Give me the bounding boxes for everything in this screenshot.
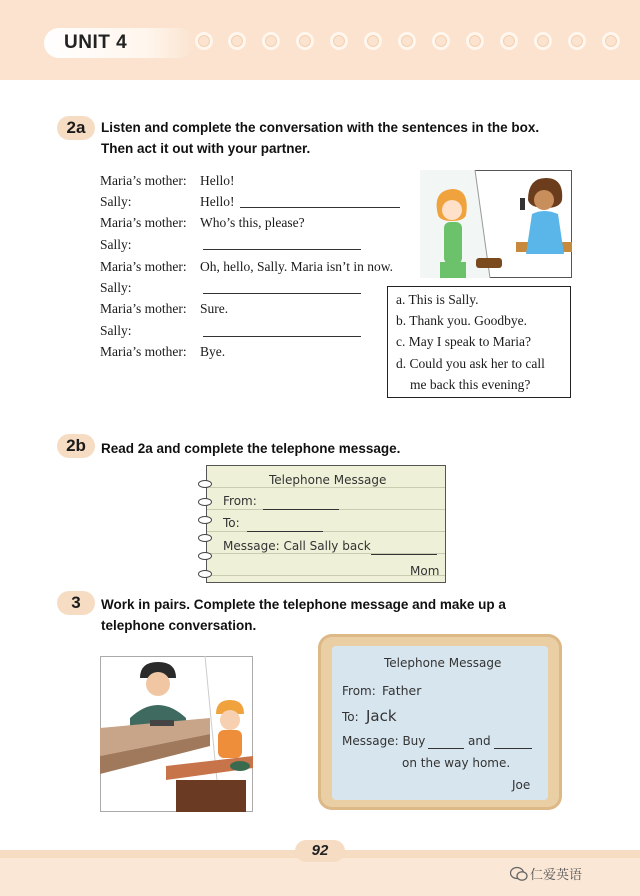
message-blank[interactable] [371,554,437,555]
signature: Joe [512,778,531,792]
section-2a-instruction-1: Listen and complete the conversation with the sentences in the box. [101,120,540,135]
from-value: Father [382,683,422,698]
note-title: Telephone Message [269,473,387,487]
line-text: Hello! [200,173,235,188]
item-blank-2[interactable] [494,748,532,749]
to-blank[interactable] [247,531,323,532]
spiral-icon [198,570,212,578]
ring-icon [432,32,450,50]
line-text: Who’s this, please? [200,215,305,230]
option-d-continued: me back this evening? [410,377,531,392]
ring-icon [195,32,213,50]
line-text: Sure. [200,301,229,316]
section-2b-badge: 2b [57,434,95,458]
speaker: Maria’s mother: [100,344,187,359]
ring-icon [364,32,382,50]
message-and: and [468,734,491,748]
speaker: Maria’s mother: [100,301,187,316]
ring-icon [602,32,620,50]
to-label: To: [223,516,240,530]
section-2b-instruction: Read 2a and complete the telephone message. [101,441,401,456]
ring-icon [296,32,314,50]
option-c: c. May I speak to Maria? [396,334,531,349]
ring-icon [228,32,246,50]
ring-icon [500,32,518,50]
signature: Mom [410,564,440,578]
answer-blank-1[interactable] [240,207,400,208]
section-3-badge: 3 [57,591,95,615]
ring-icon [398,32,416,50]
to-label: To: [342,710,359,724]
ring-icon [262,32,280,50]
speaker: Sally: [100,323,132,338]
line-text: Oh, hello, Sally. Maria isn’t in now. [200,259,393,274]
father-son-phone-illustration [100,656,253,812]
speaker: Sally: [100,280,132,295]
option-a: a. This is Sally. [396,292,479,307]
ring-icon [330,32,348,50]
options-box [387,286,571,398]
from-blank[interactable] [263,509,339,510]
line-text: Hello! [200,194,235,209]
telephone-message-note-3 [332,646,548,800]
spiral-icon [198,516,212,524]
section-3-instruction-1: Work in pairs. Complete the telephone message and make up a [101,597,506,612]
ring-icon [568,32,586,50]
speaker: Maria’s mother: [100,259,187,274]
speaker: Maria’s mother: [100,173,187,188]
unit-title: UNIT 4 [64,32,128,53]
answer-blank-2[interactable] [203,249,361,250]
item-blank-1[interactable] [428,748,464,749]
decorative-rings [195,32,635,54]
note-title: Telephone Message [384,656,502,670]
message-label: Message: Call Sally back [223,539,371,553]
section-2a-instruction-2: Then act it out with your partner. [101,141,311,156]
spiral-icon [198,498,212,506]
option-b: b. Thank you. Goodbye. [396,313,527,328]
from-label: From: [223,494,257,508]
spiral-icon [198,480,212,488]
telephone-message-note-2b [206,465,446,583]
message-line-2: on the way home. [402,756,511,770]
ring-icon [534,32,552,50]
to-value: Jack [366,707,397,725]
spiral-icon [198,552,212,560]
spiral-icon [198,534,212,542]
page-number: 92 [295,840,345,862]
speaker: Maria’s mother: [100,215,187,230]
speaker: Sally: [100,194,132,209]
section-3-instruction-2: telephone conversation. [101,618,257,633]
line-text: Bye. [200,344,226,359]
option-d: d. Could you ask her to call [396,356,545,371]
ring-icon [466,32,484,50]
answer-blank-4[interactable] [203,336,361,337]
answer-blank-3[interactable] [203,293,361,294]
girls-phone-illustration [420,170,572,278]
section-2a-badge: 2a [57,116,95,140]
speaker: Sally: [100,237,132,252]
message-prefix: Message: Buy [342,734,426,748]
from-label: From: [342,684,376,698]
wechat-icon [510,866,528,882]
watermark: 仁爱英语 [530,868,583,883]
